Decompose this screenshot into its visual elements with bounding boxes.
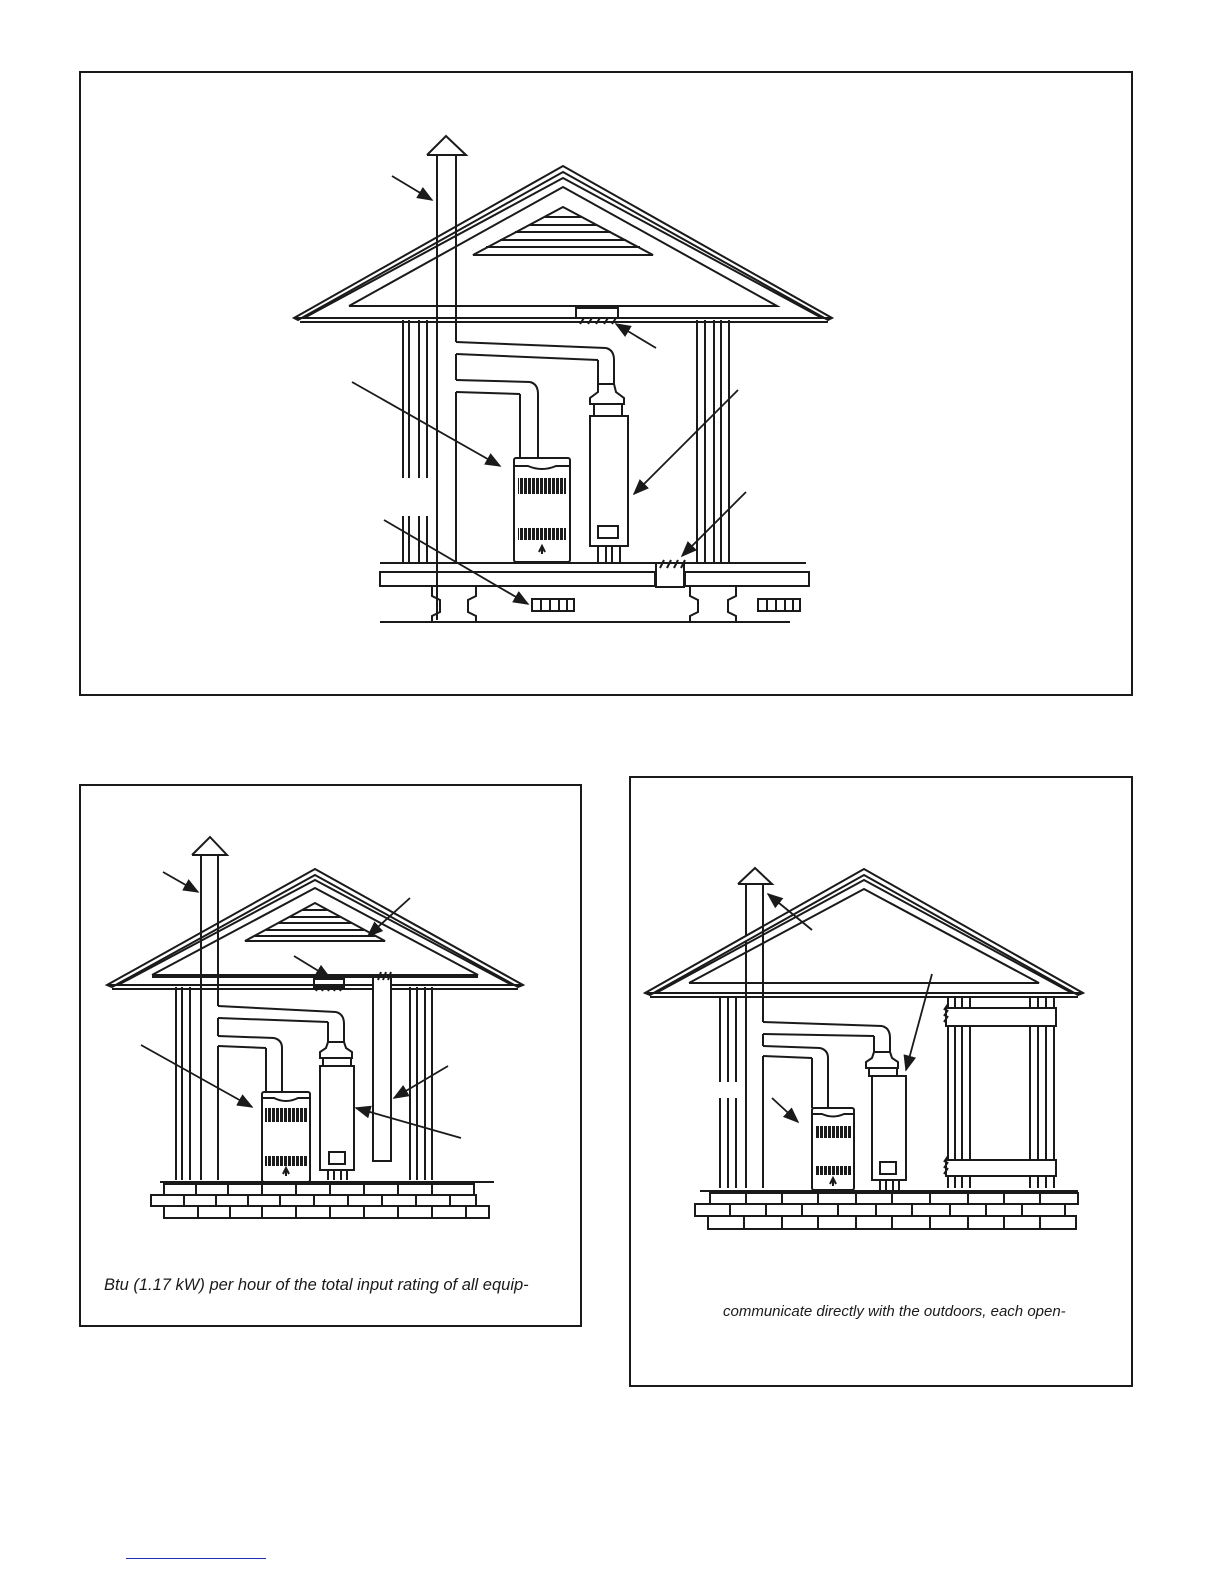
footer-link-underline[interactable] (126, 1558, 266, 1559)
wall-right (944, 997, 1056, 1188)
figure-bottom-right-caption: communicate directly with the outdoors, each open- (723, 1303, 1066, 1320)
water-heater-icon (866, 1052, 906, 1190)
furnace-icon (514, 458, 570, 562)
water-heater-icon (320, 1042, 354, 1180)
figure-bottom-left-caption: Btu (1.17 kW) per hour of the total input rating of all equip- (104, 1276, 529, 1294)
vent-cap-icon (192, 837, 227, 893)
wall-left (720, 997, 736, 1188)
foundation-vent-icon (758, 599, 800, 611)
wall-left (176, 987, 190, 1180)
wall-right (697, 320, 729, 563)
vertical-duct (373, 972, 391, 1161)
vent-cap-icon (427, 136, 466, 236)
wall-left (403, 320, 427, 563)
figure-bottom-right (630, 777, 1132, 1386)
furnace-icon (262, 1092, 310, 1182)
vent-cap-icon (738, 868, 772, 1188)
attic-louver-icon (473, 207, 653, 255)
wall-right (410, 987, 432, 1180)
roof (645, 869, 1083, 997)
brick-foundation (151, 1182, 494, 1218)
attic-louver-icon (245, 903, 385, 941)
figure-bottom-left (80, 785, 581, 1326)
water-heater-icon (590, 384, 628, 563)
foundation-vent-icon (532, 599, 574, 611)
furnace-icon (812, 1108, 854, 1190)
figure-top (80, 72, 1132, 695)
brick-foundation (695, 1191, 1078, 1229)
floor-structure (380, 560, 809, 622)
